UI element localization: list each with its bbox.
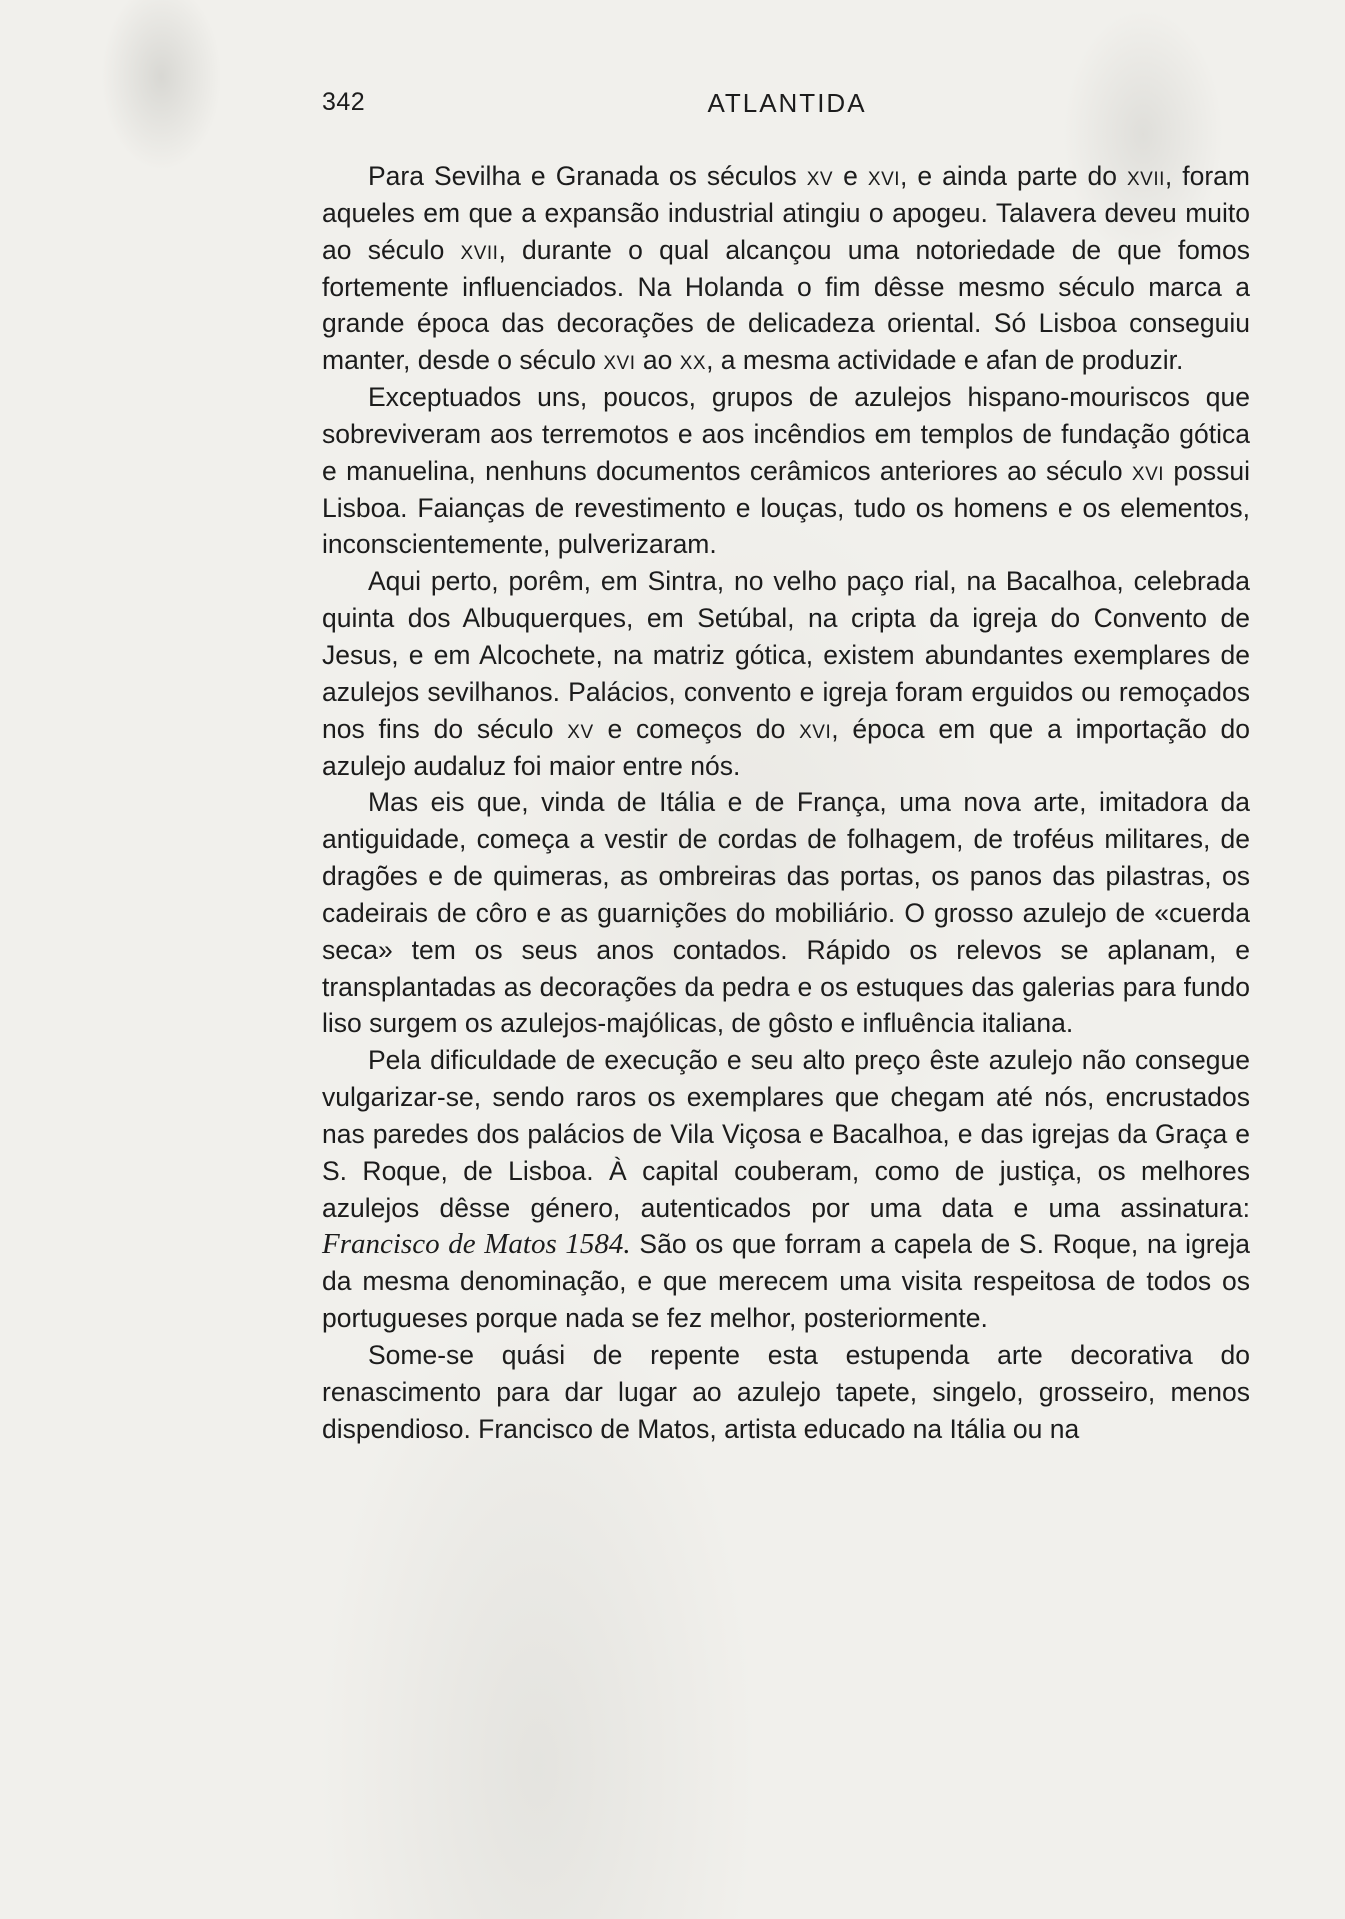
text-run: possui Lisboa. Faianças de revestimento e louças, tudo os homens e os elementos, inconscientemente, pulverizaram. — [322, 455, 1251, 560]
page-number: 342 — [322, 88, 366, 116]
text-run: Some-se quási de repente esta estupenda arte decorativa do renascimento para dar lugar ao azulejo tapete, singelo, grosseiro, menos dispendioso. Francisco de Matos, artista educado na Itália ou na — [322, 1340, 1250, 1444]
body-text — [322, 158, 1250, 1448]
text-run: ao — [635, 345, 680, 376]
running-head — [322, 88, 1252, 128]
header-title: ATLANTIDA — [707, 88, 867, 118]
roman-numeral: xvi — [1131, 455, 1165, 486]
roman-numeral: xx — [679, 345, 707, 376]
roman-numeral: xv — [567, 713, 594, 744]
roman-numeral: xvi — [603, 345, 636, 376]
text-run: , época em que a importação do azulejo audaluz foi maior entre nós. — [322, 713, 1250, 781]
text-run: , e ainda parte do — [900, 161, 1127, 191]
paragraph — [322, 158, 1250, 379]
text-run: , durante o qual alcançou uma notoriedade de que fomos fortemente influenciados. Na Holanda o fim dêsse mesmo século marca a grande época das decorações de delicadeza oriental. Só Lisboa conseguiu manter, desde o século — [322, 234, 1250, 376]
roman-numeral: xv — [806, 161, 834, 191]
text-run: Exceptuados uns, poucos, grupos de azulejos hispano-mouriscos que sobreviveram aos terremotos e aos incêndios em templos de fundação gótica e manuelina, nenhuns documentos cerâmicos anteriores ao século — [322, 382, 1250, 486]
roman-numeral: xvi — [867, 161, 901, 191]
text-run: Aqui perto, porêm, em Sintra, no velho paço rial, na Bacalhoa, celebrada quinta dos Albuquerques, em Setúbal, na cripta da igreja do Convento de Jesus, e em Alcochete, na matriz gótica, existem abundantes exemplares de azulejos sevilhanos. Palácios, convento e igreja foram erguidos ou remoçados nos fins do século — [322, 566, 1250, 744]
paragraph — [322, 1337, 1250, 1448]
paragraph — [322, 1042, 1250, 1337]
roman-numeral: xvii — [1126, 161, 1165, 191]
italic-signature: Francisco de Matos 1584. — [322, 1228, 631, 1261]
text-run: Para Sevilha e Granada os séculos — [368, 161, 807, 191]
text-run: Mas eis que, vinda de Itália e de França, uma nova arte, imitadora da antiguidade, começa a vestir de cordas de folhagem, de troféus militares, de dragões e de quimeras, as ombreiras das portas, os panos das pilastras, os cadeirais de côro e as guarnições do mobiliário. O grosso azulejo de «cuerda seca» tem os seus anos contados. Rápido os relevos se aplanam, e transplantadas as decorações da pedra e os estuques das galerias para fundo liso surgem os azulejos-majólicas, de gôsto e influência italiana. — [322, 787, 1250, 1039]
roman-numeral: xvii — [460, 234, 499, 265]
text-run: , foram aqueles em que a expansão industrial atingiu o apogeu. Talavera deveu muito ao século — [322, 161, 1250, 265]
roman-numeral: xvi — [799, 713, 832, 744]
text-run: , a mesma actividade e afan de produzir. — [706, 345, 1184, 376]
text-run: São os que forram a capela de S. Roque, na igreja da mesma denominação, e que merecem uma visita respeitosa de todos os portugueses porque nada se fez melhor, posteriormente. — [322, 1229, 1250, 1334]
text-run: Pela dificuldade de execução e seu alto preço êste azulejo não consegue vulgarizar-se, sendo raros os exemplares que chegam até nós, encrustados nas paredes dos palácios de Vila Viçosa e Bacalhoa, e das igrejas da Graça e S. Roque, de Lisboa. À capital couberam, como de justiça, os melhores azulejos dêsse género, autenticados por uma data e uma assinatura: — [322, 1045, 1250, 1223]
paragraph — [322, 784, 1250, 1042]
text-run: e começos do — [593, 713, 800, 744]
paragraph — [322, 563, 1250, 784]
text-run: e — [833, 161, 868, 191]
paragraph — [322, 379, 1250, 563]
